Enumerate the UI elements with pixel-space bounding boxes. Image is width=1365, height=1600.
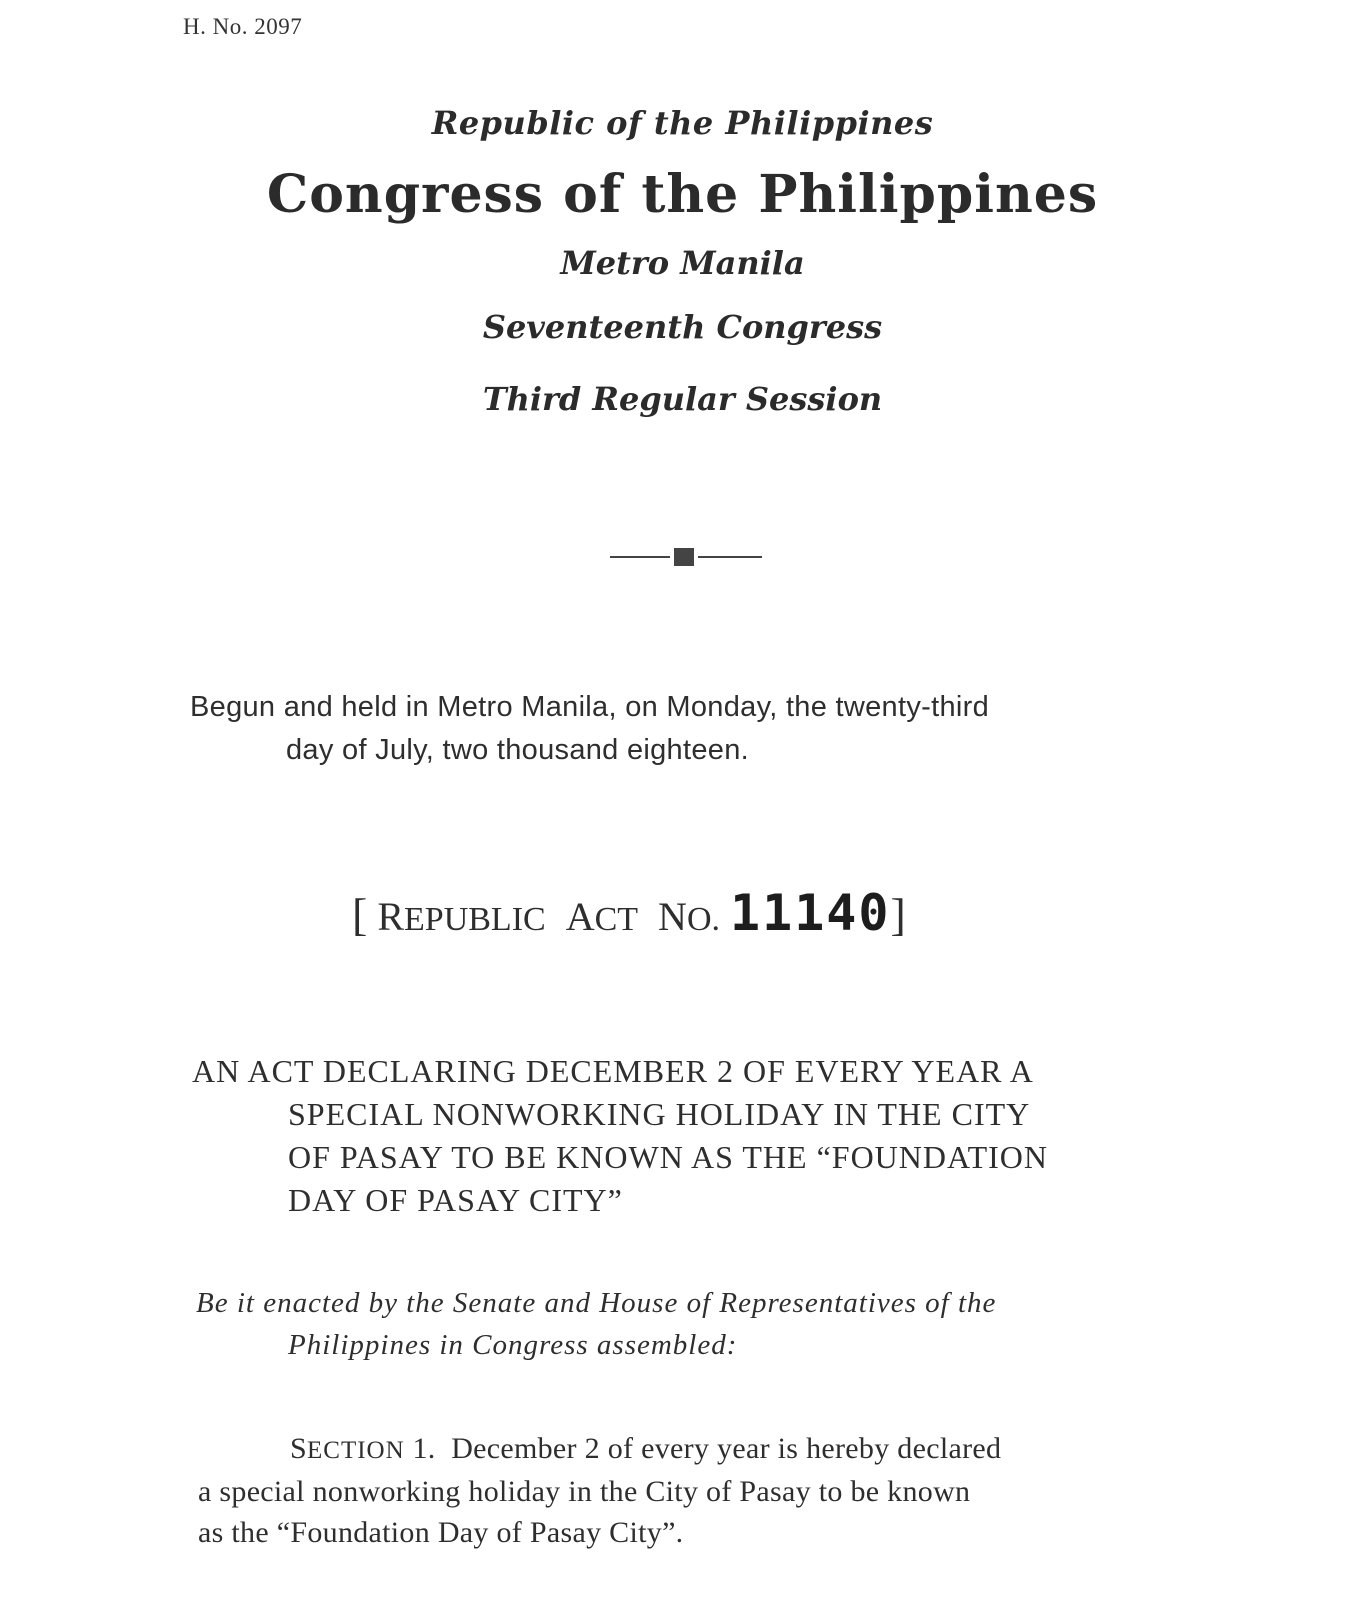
masthead-session: Third Regular Session: [482, 380, 883, 418]
convened-statement: [190, 686, 1190, 772]
section-1-text-1: December 2 of every year is hereby declared: [451, 1432, 1002, 1465]
section-1-line-2: a special nonworking holiday in the City of Pasay to be known: [198, 1475, 971, 1508]
divider-line-right: [698, 556, 762, 558]
open-bracket: [: [352, 889, 368, 940]
masthead-congress-number: Seventeenth Congress: [482, 308, 883, 346]
republic-act-number: [352, 884, 906, 942]
bill-number: H. No. 2097: [183, 14, 303, 39]
section-number: 1.: [412, 1432, 436, 1465]
convened-line-2: day of July, two thousand eighteen.: [286, 734, 749, 766]
act-title-line-2: SPECIAL NONWORKING HOLIDAY IN THE CITY: [288, 1096, 1031, 1132]
no-initial: N: [658, 894, 687, 939]
act-title-line-1: AN ACT DECLARING DECEMBER 2 OF EVERY YEAR A: [192, 1053, 1034, 1089]
masthead-republic: Republic of the Philippines: [431, 104, 934, 142]
section-1-line-1: [198, 1428, 1188, 1471]
act-rest: CT: [594, 901, 639, 938]
enacting-clause-line-1: Be it enacted by the Senate and House of Representatives of the: [196, 1287, 997, 1319]
act-number-stamp: 11140: [730, 884, 891, 942]
act-title: [192, 1050, 1182, 1222]
section-label-initial: S: [290, 1432, 307, 1465]
act-title-line-3: OF PASAY TO BE KNOWN AS THE “FOUNDATION: [288, 1139, 1048, 1175]
no-rest: O.: [686, 901, 720, 938]
section-1: [198, 1428, 1188, 1553]
section-divider-ornament: [610, 548, 762, 566]
close-bracket: ]: [890, 889, 906, 940]
republic-initial: R: [377, 894, 405, 939]
section-label-rest: ECTION: [307, 1437, 405, 1464]
masthead-congress: Congress of the Philippines: [266, 164, 1099, 225]
enacting-clause-line-2: Philippines in Congress assembled:: [288, 1329, 738, 1361]
section-1-line-3: as the “Foundation Day of Pasay City”.: [198, 1516, 684, 1549]
enacting-clause: [196, 1282, 1186, 1366]
masthead-location: Metro Manila: [560, 244, 805, 282]
convened-line-1: Begun and held in Metro Manila, on Monday, the twenty-third: [190, 691, 990, 723]
divider-square: [674, 548, 694, 566]
republic-rest: EPUBLIC: [404, 901, 546, 938]
act-initial: A: [565, 894, 595, 939]
divider-line-left: [610, 556, 670, 558]
act-title-line-4: DAY OF PASAY CITY”: [288, 1182, 623, 1218]
